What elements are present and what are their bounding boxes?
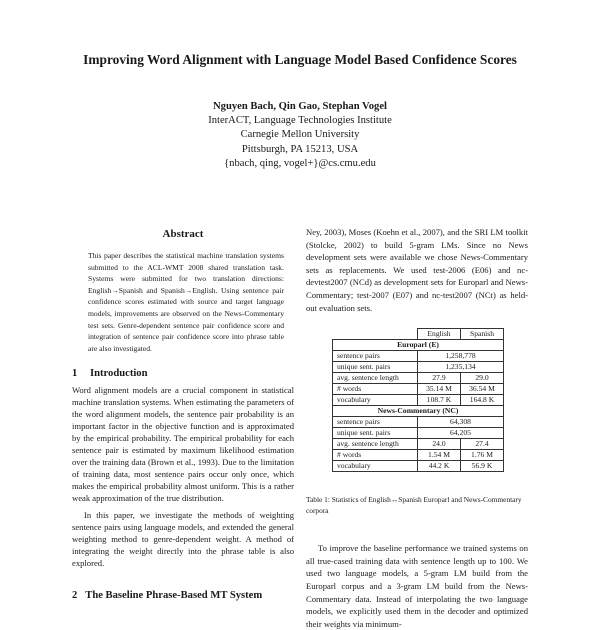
row-label: unique sent. pairs: [333, 362, 418, 373]
table-cell: 1.76 M: [461, 450, 504, 461]
table-cell: 27.4: [461, 439, 504, 450]
table-cell: 29.0: [461, 373, 504, 384]
paper-title: Improving Word Alignment with Language Model Based Confidence Scores: [83, 52, 517, 67]
column-header: Spanish: [461, 329, 504, 340]
table-row: [333, 384, 504, 395]
abstract-text: This paper describes the statistical machine translation systems submitted to the ACL-WMT 2008 shared translation task. Systems were submitted for two translation directions: English→Spanish and Spanish→English. Using sentence pair confidence scores estimated with source and target language models, improvements are observed on the News-Commentary test sets. Genre-dependent sentence pair confidence score and integration of sentence pair confidence score into phrase table are also investigated.: [88, 251, 284, 353]
table-row: [333, 439, 504, 450]
affiliation-line: Carnegie Mellon University: [240, 129, 360, 141]
table-section-row: [333, 406, 504, 417]
table-cell: 1,258,778: [418, 351, 504, 362]
table-row: [333, 450, 504, 461]
row-label: unique sent. pairs: [333, 428, 418, 439]
table-cell: 64,308: [418, 417, 504, 428]
section-heading-partial: [72, 590, 262, 601]
paragraph: To improve the baseline performance we trained systems on all true-cased training data with sentence length up to 100. We used two language models, a 5-gram LM build from the Europarl corpus and a 3-gram LM build from the News-Commentary data. Instead of interpolating the two language models, we explicitly used them in the decoder and optimized their weights via minimum-: [306, 543, 528, 629]
table-section-label: Europarl (E): [333, 340, 504, 351]
table-row: [333, 428, 504, 439]
row-label: sentence pairs: [333, 351, 418, 362]
table-cell: 24.0: [418, 439, 461, 450]
table-row: [333, 362, 504, 373]
row-label: sentence pairs: [333, 417, 418, 428]
table-corner: [333, 329, 418, 340]
author-block: [0, 100, 600, 171]
table-cell: 36.54 M: [461, 384, 504, 395]
row-label: avg. sentence length: [333, 373, 418, 384]
table-cell: 56.9 K: [461, 461, 504, 472]
table-cell: 108.7 K: [418, 395, 461, 406]
table-cell: 164.8 K: [461, 395, 504, 406]
row-label: # words: [333, 384, 418, 395]
row-label: vocabulary: [333, 395, 418, 406]
section-title: The Baseline Phrase-Based MT System: [85, 590, 263, 601]
table-cell: 35.14 M: [418, 384, 461, 395]
table-cell: 27.9: [418, 373, 461, 384]
affiliation-line: InterACT, Language Technologies Institute: [208, 115, 392, 127]
table-cell: 1.54 M: [418, 450, 461, 461]
paragraph: In this paper, we investigate the methods of weighting sentence pairs using language models, and extended the general weighting method to genre-dependent weight. A method of integrating the weight directly into the phrase table is also explored.: [72, 510, 294, 569]
table-header-row: [333, 329, 504, 340]
right-column: [306, 226, 528, 630]
row-label: # words: [333, 450, 418, 461]
table-caption: Table 1: Statistics of English↔Spanish Europarl and News-Commentary corpora: [306, 495, 522, 516]
statistics-table: [332, 328, 504, 472]
abstract-heading: Abstract: [162, 228, 204, 240]
section-heading: [72, 368, 294, 379]
table-row: [333, 395, 504, 406]
author-emails: {nbach, qing, vogel+}@cs.cmu.edu: [224, 157, 376, 169]
paragraph: Ney, 2003), Moses (Koehn et al., 2007), and the SRI LM toolkit (Stolcke, 2002) to build 5-gram LMs. Since no News development sets were available we chose News-Commentary sets as replacements. We used test-2006 (E06) and nc-devtest2007 (NCd) as development sets for Europarl and News-Commentary; test-2007 (E07) and nc-test2007 (NCt) as held-out evaluation sets.: [306, 227, 528, 313]
left-column: [72, 226, 294, 570]
section-number: 2: [72, 590, 78, 601]
table-row: [333, 373, 504, 384]
table-row: [333, 351, 504, 362]
table-row: [333, 417, 504, 428]
table-section-label: News-Commentary (NC): [333, 406, 504, 417]
row-label: avg. sentence length: [333, 439, 418, 450]
table-cell: 64,205: [418, 428, 504, 439]
column-header: English: [418, 329, 461, 340]
author-names: Nguyen Bach, Qin Gao, Stephan Vogel: [213, 101, 387, 112]
row-label: vocabulary: [333, 461, 418, 472]
table-cell: 44.2 K: [418, 461, 461, 472]
section-number: 1: [72, 368, 78, 380]
table-section-row: [333, 340, 504, 351]
table-row: [333, 461, 504, 472]
paragraph: Word alignment models are a crucial component in statistical machine translation systems. When estimating the parameters of the word alignment models, the sentence pair probability is an important factor in the objective function and is approximated by the empirical probability. The empirical probability for each sentence pair is estimated by maximum likelihood estimation over the training data (Brown et al., 1993). Due to the limitation of training data, most sentence pairs occur only once, which makes the empirical probability almost uniform. This is a rather weak approximation of the true distribution.: [72, 385, 294, 503]
affiliation-line: Pittsburgh, PA 15213, USA: [241, 143, 359, 155]
section-title: Introduction: [90, 368, 148, 380]
table-cell: 1,235,134: [418, 362, 504, 373]
